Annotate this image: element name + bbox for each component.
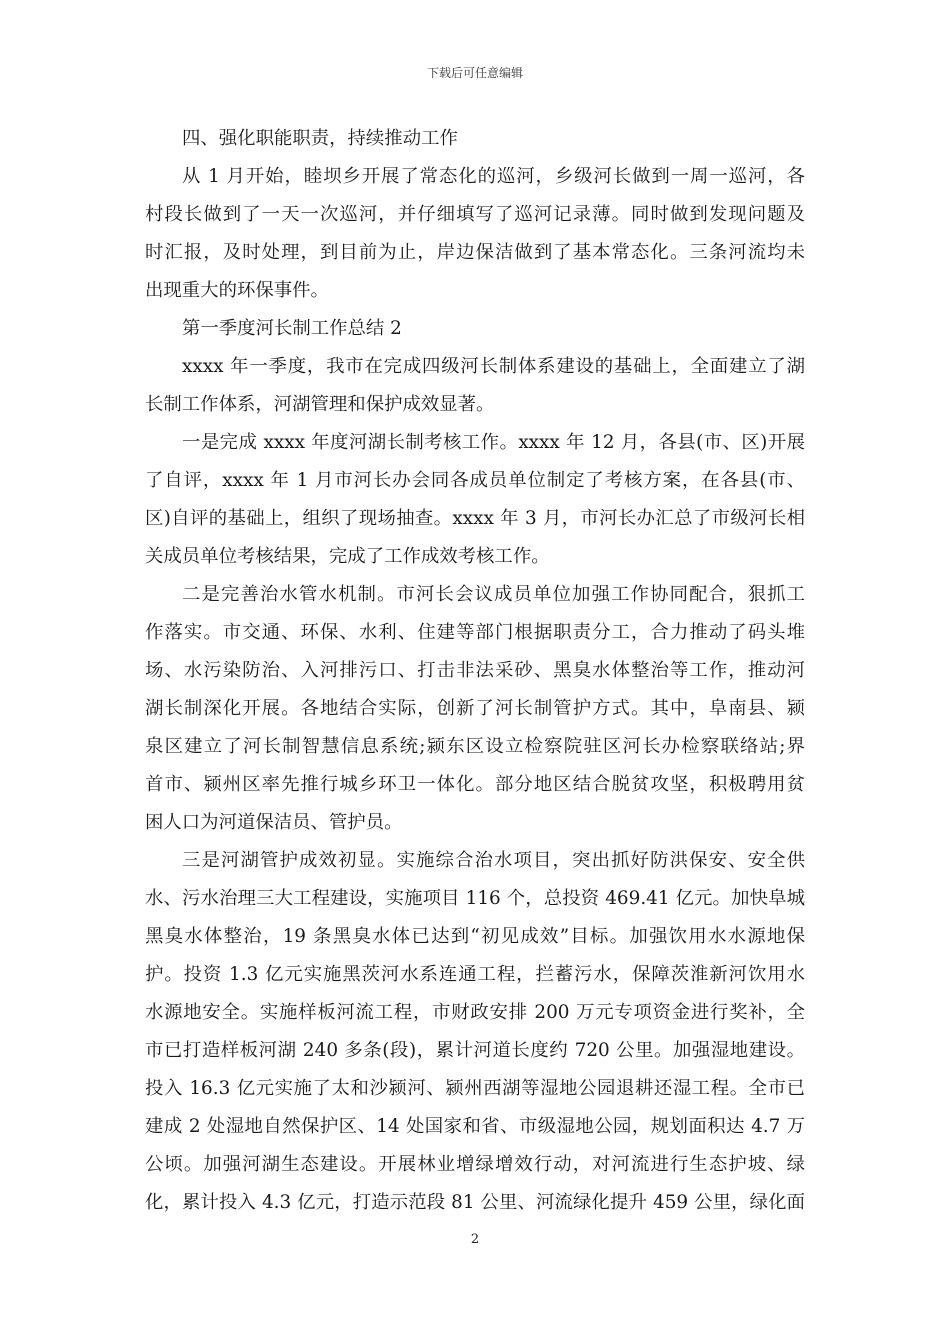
text-line: 第一季度河长制工作总结 2 [182,318,402,339]
text-line: 时汇报，及时处理，到目前为止，岸边保洁做到了基本常态化。三条河流均未 [145,242,805,263]
text-line: xxxx 年一季度，我市在完成四级河长制体系建设的基础上，全面建立了湖 [182,356,805,377]
text-line: 四、强化职能职责，持续推动工作 [182,128,458,149]
text-line: 关成员单位考核结果，完成了工作成效考核工作。 [145,546,550,567]
text-line: 区)自评的基础上，组织了现场抽查。xxxx 年 3 月，市河长办汇总了市级河长相 [145,508,805,529]
page-number: 2 [470,1232,480,1247]
text-line: 投入 16.3 亿元实施了太和沙颍河、颍州西湖等湿地公园退耕还湿工程。全市已 [145,1078,805,1099]
text-line: 了自评，xxxx 年 1 月市河长办会同各成员单位制定了考核方案，在各县(市、 [145,470,805,491]
text-line: 建成 2 处湿地自然保护区、14 处国家和省、市级湿地公园，规划面积达 4.7 万 [145,1116,805,1137]
text-line: 困人口为河道保洁员、管护员。 [145,812,403,833]
text-line: 长制工作体系，河湖管理和保护成效显著。 [145,394,495,415]
text-line: 公顷。加强河湖生态建设。开展林业增绿增效行动，对河流进行生态护坡、绿 [145,1154,805,1175]
text-line: 场、水污染防治、入河排污口、打击非法采砂、黑臭水体整治等工作，推动河 [145,660,805,681]
page-header: 下载后可任意编辑 [426,66,523,80]
text-line: 首市、颍州区率先推行城乡环卫一体化。部分地区结合脱贫攻坚，积极聘用贫 [145,774,805,795]
text-line: 黑臭水体整治，19 条黑臭水体已达到“初见成效”目标。加强饮用水水源地保 [145,926,805,947]
text-line: 水、污水治理三大工程建设，实施项目 116 个，总投资 469.41 亿元。加快阜城 [145,888,805,909]
text-line: 化，累计投入 4.3 亿元，打造示范段 81 公里、河流绿化提升 459 公里，绿化面 [145,1192,805,1213]
text-line: 从 1 月开始，睦坝乡开展了常态化的巡河，乡级河长做到一周一巡河，各 [182,166,805,187]
text-line: 一是完成 xxxx 年度河湖长制考核工作。xxxx 年 12 月，各县(市、区)开展 [182,432,805,453]
text-line: 湖长制深化开展。各地结合实际，创新了河长制管护方式。其中，阜南县、颍 [145,698,805,719]
text-line: 三是河湖管护成效初显。实施综合治水项目，突出抓好防洪保安、安全供 [182,850,805,871]
text-line: 水源地安全。实施样板河流工程，市财政安排 200 万元专项资金进行奖补，全 [145,1002,805,1023]
text-line: 二是完善治水管水机制。市河长会议成员单位加强工作协同配合，狠抓工 [182,584,805,605]
text-line: 作落实。市交通、环保、水利、住建等部门根据职责分工，合力推动了码头堆 [145,622,805,643]
text-line: 泉区建立了河长制智慧信息系统;颍东区设立检察院驻区河长办检察联络站;界 [145,736,805,757]
text-line: 出现重大的环保事件。 [145,280,329,301]
document-body [145,120,805,1222]
text-line: 市已打造样板河湖 240 多条(段)，累计河道长度约 720 公里。加强湿地建设。 [145,1040,805,1061]
text-line: 村段长做到了一天一次巡河，并仔细填写了巡河记录薄。同时做到发现问题及 [145,204,805,225]
text-line: 护。投资 1.3 亿元实施黑茨河水系连通工程，拦蓄污水，保障茨淮新河饮用水 [145,964,805,985]
